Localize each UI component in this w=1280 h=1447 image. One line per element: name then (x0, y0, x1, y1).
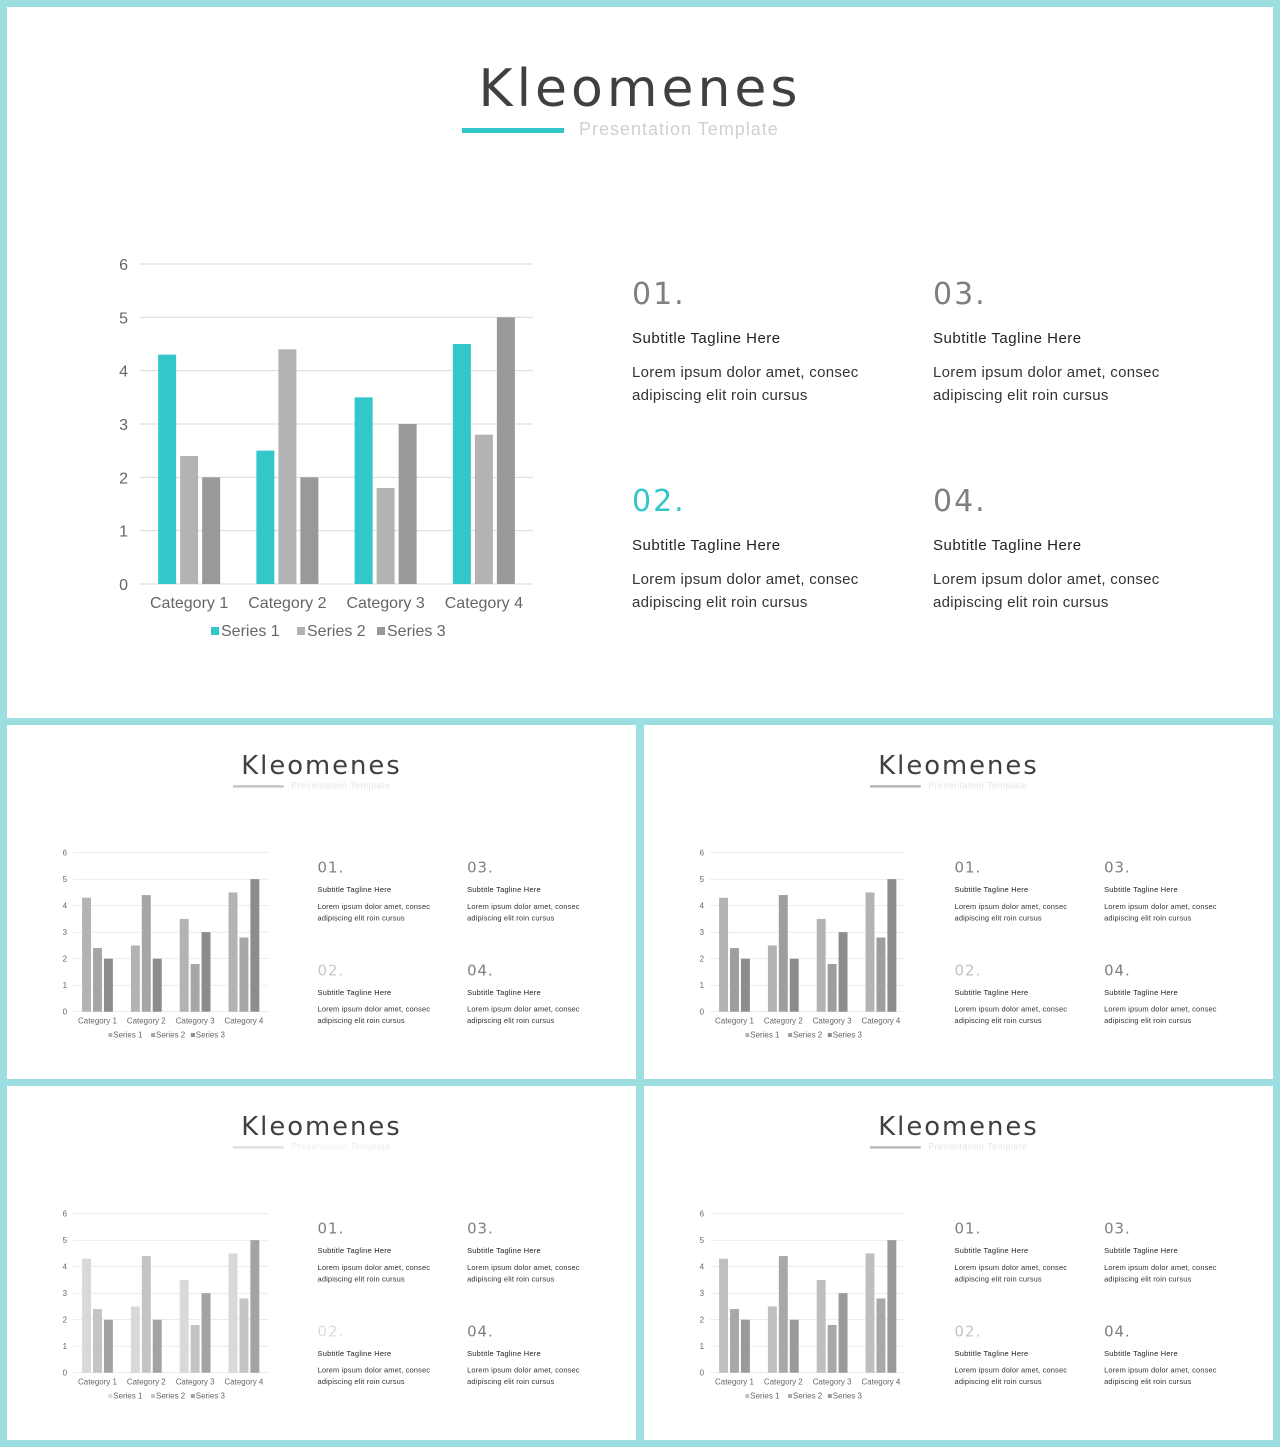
item-body: Lorem ipsum dolor amet, consec adipiscing elit roin cursus (1104, 1263, 1217, 1284)
bar-series-1-2 (131, 945, 140, 1011)
x-category-label: Category 3 (175, 1377, 215, 1387)
slide-title: Kleomenes (878, 1111, 1039, 1142)
bar-series-2-4 (475, 435, 493, 584)
item-number: 04. (467, 961, 494, 980)
item-number: 03. (1104, 1220, 1131, 1238)
legend-swatch (108, 1394, 112, 1398)
x-category-label: Category 2 (126, 1377, 166, 1387)
y-tick-label: 6 (699, 848, 705, 858)
item-number: 03. (933, 277, 987, 312)
item-subtitle: Subtitle Tagline Here (1104, 885, 1178, 894)
bar-series-2-3 (377, 488, 395, 584)
item-number: 02. (632, 484, 686, 519)
item-subtitle: Subtitle Tagline Here (954, 988, 1029, 997)
y-tick-label: 2 (119, 470, 128, 488)
item-body: Lorem ipsum dolor amet, consec adipiscing elit roin cursus (933, 364, 1160, 404)
slide-main (7, 7, 1273, 718)
y-tick-label: 1 (62, 981, 68, 991)
item-body: Lorem ipsum dolor amet, consec adipiscing elit roin cursus (632, 364, 859, 404)
y-tick-label: 5 (119, 310, 128, 328)
bar-series-2-1 (93, 948, 102, 1012)
bar-series-1-2 (768, 945, 777, 1011)
x-category-label: Category 4 (224, 1377, 264, 1387)
title-underline (233, 785, 284, 787)
item-number: 01. (954, 859, 982, 877)
x-category-label: Category 2 (763, 1377, 803, 1387)
legend-swatch (108, 1033, 112, 1037)
x-category-label: Category 3 (175, 1016, 215, 1026)
y-tick-label: 4 (699, 1262, 705, 1272)
item-02 (955, 1323, 1084, 1388)
slide-title: Kleomenes (241, 750, 402, 781)
bar-series-3-2 (790, 1320, 799, 1373)
bar-series-1-1 (82, 1259, 91, 1373)
x-category-label: Category 3 (812, 1377, 852, 1387)
bar-series-2-2 (779, 1256, 788, 1373)
item-subtitle: Subtitle Tagline Here (632, 330, 781, 347)
legend-swatch (191, 1394, 195, 1398)
item-number: 02. (954, 961, 982, 980)
bar-series-1-3 (180, 919, 189, 1012)
y-tick-label: 4 (62, 901, 68, 911)
legend-swatch (788, 1394, 792, 1398)
x-category-label: Category 1 (149, 595, 229, 612)
bar-series-1-1 (719, 1259, 728, 1373)
legend-label: Series 2 (793, 1030, 823, 1040)
y-tick-label: 3 (699, 1289, 705, 1299)
bar-series-3-4 (250, 879, 259, 1011)
item-number: 02. (317, 1322, 345, 1341)
bar-chart (97, 237, 547, 647)
item-subtitle: Subtitle Tagline Here (467, 988, 541, 997)
slide-subtitle: Presentation Template (579, 119, 779, 139)
item-04 (1104, 1323, 1233, 1388)
slide-title: Kleomenes (241, 1111, 402, 1142)
x-category-label: Category 1 (78, 1016, 117, 1026)
slide-subtitle: Presentation Template (291, 1141, 391, 1152)
bar-series-1-4 (453, 344, 471, 584)
item-body: Lorem ipsum dolor amet, consec adipiscing elit roin cursus (467, 902, 580, 923)
legend-swatch (745, 1394, 749, 1398)
y-tick-label: 4 (699, 901, 705, 911)
y-tick-label: 5 (62, 875, 68, 885)
x-category-label: Category 4 (224, 1016, 264, 1026)
item-body: Lorem ipsum dolor amet, consec adipiscing elit roin cursus (632, 571, 859, 611)
bar-series-2-1 (730, 1309, 739, 1373)
legend-label: Series 3 (832, 1391, 862, 1401)
bar-series-2-1 (93, 1309, 102, 1373)
bar-series-2-4 (876, 1298, 885, 1372)
item-number: 01. (954, 1220, 982, 1238)
bar-series-3-2 (300, 477, 318, 584)
y-tick-label: 1 (699, 981, 705, 991)
item-subtitle: Subtitle Tagline Here (1104, 1246, 1178, 1255)
item-body: Lorem ipsum dolor amet, consec adipiscing elit roin cursus (317, 1263, 431, 1284)
y-tick-label: 1 (119, 523, 128, 541)
item-body: Lorem ipsum dolor amet, consec adipiscing elit roin cursus (954, 1005, 1068, 1026)
y-tick-label: 0 (699, 1007, 705, 1017)
bar-series-1-4 (229, 1253, 238, 1372)
x-category-label: Category 4 (861, 1016, 901, 1026)
legend-label: Series 3 (195, 1391, 225, 1401)
item-04 (1104, 962, 1233, 1027)
item-04 (467, 962, 596, 1027)
y-tick-label: 0 (62, 1007, 68, 1017)
item-03 (933, 277, 1193, 407)
item-04 (933, 484, 1193, 614)
item-subtitle: Subtitle Tagline Here (1104, 988, 1178, 997)
bar-series-3-4 (887, 879, 896, 1011)
slide-variant-gray-2 (644, 725, 1273, 1079)
bar-series-1-2 (131, 1306, 140, 1372)
legend-swatch (191, 1033, 195, 1037)
y-tick-label: 3 (62, 1289, 68, 1299)
y-tick-label: 2 (699, 1315, 705, 1325)
y-tick-label: 6 (119, 257, 128, 274)
bar-series-3-4 (250, 1240, 259, 1372)
y-tick-label: 3 (699, 928, 705, 938)
bar-series-3-1 (104, 959, 113, 1012)
bar-series-3-1 (741, 959, 750, 1012)
y-tick-label: 5 (699, 875, 705, 885)
y-tick-label: 2 (699, 954, 705, 964)
y-tick-label: 6 (62, 1209, 68, 1219)
item-03 (467, 1220, 596, 1285)
bar-series-1-2 (256, 451, 274, 584)
item-subtitle: Subtitle Tagline Here (1104, 1349, 1178, 1358)
bar-series-3-4 (497, 317, 515, 584)
y-tick-label: 4 (62, 1262, 68, 1272)
bar-series-2-4 (876, 937, 885, 1011)
y-tick-label: 0 (62, 1368, 68, 1378)
item-body: Lorem ipsum dolor amet, consec adipiscing elit roin cursus (1104, 1005, 1217, 1026)
slide-title: Kleomenes (878, 750, 1039, 781)
legend-swatch (211, 627, 219, 635)
bar-series-1-3 (817, 919, 826, 1012)
x-category-label: Category 3 (346, 595, 425, 612)
bar-chart (52, 839, 276, 1043)
x-category-label: Category 2 (763, 1016, 803, 1026)
bar-series-3-2 (153, 1320, 162, 1373)
item-body: Lorem ipsum dolor amet, consec adipiscing elit roin cursus (317, 1005, 431, 1026)
bar-series-1-4 (229, 892, 238, 1011)
slide-subtitle: Presentation Template (928, 780, 1028, 791)
item-03 (1104, 859, 1233, 924)
item-body: Lorem ipsum dolor amet, consec adipiscing elit roin cursus (467, 1005, 580, 1026)
bar-series-2-3 (191, 1325, 200, 1373)
item-number: 04. (1104, 1322, 1131, 1341)
y-tick-label: 5 (699, 1236, 705, 1246)
item-body: Lorem ipsum dolor amet, consec adipiscing elit roin cursus (1104, 902, 1217, 923)
legend-label: Series 2 (307, 623, 366, 640)
bar-series-2-4 (239, 937, 248, 1011)
x-category-label: Category 2 (248, 595, 327, 612)
bar-series-3-1 (741, 1320, 750, 1373)
item-body: Lorem ipsum dolor amet, consec adipiscing elit roin cursus (467, 1366, 580, 1387)
item-number: 01. (317, 859, 345, 877)
item-subtitle: Subtitle Tagline Here (632, 537, 781, 554)
bar-series-2-1 (730, 948, 739, 1012)
legend-swatch (788, 1033, 792, 1037)
title-underline (233, 1146, 284, 1148)
slide-variant-gray-1 (7, 725, 636, 1079)
bar-series-1-4 (866, 892, 875, 1011)
item-01 (632, 277, 892, 407)
legend-swatch (377, 627, 385, 635)
item-subtitle: Subtitle Tagline Here (933, 330, 1082, 347)
x-category-label: Category 1 (78, 1377, 117, 1387)
bar-series-3-3 (839, 932, 848, 1011)
item-number: 03. (467, 1220, 494, 1238)
bar-chart (689, 1200, 913, 1404)
legend-label: Series 2 (156, 1391, 186, 1401)
y-tick-label: 1 (699, 1342, 705, 1352)
item-body: Lorem ipsum dolor amet, consec adipiscing elit roin cursus (467, 1263, 580, 1284)
y-tick-label: 4 (119, 363, 128, 381)
item-03 (467, 859, 596, 924)
legend-label: Series 1 (750, 1030, 780, 1040)
legend-label: Series 1 (750, 1391, 780, 1401)
bar-series-1-3 (180, 1280, 189, 1373)
bar-series-2-4 (239, 1298, 248, 1372)
bar-series-2-3 (828, 1325, 837, 1373)
item-subtitle: Subtitle Tagline Here (467, 885, 541, 894)
bar-chart (689, 839, 913, 1043)
bar-series-1-4 (866, 1253, 875, 1372)
item-number: 04. (467, 1322, 494, 1341)
item-body: Lorem ipsum dolor amet, consec adipiscing elit roin cursus (933, 571, 1160, 611)
item-01 (955, 859, 1084, 924)
item-body: Lorem ipsum dolor amet, consec adipiscing elit roin cursus (954, 1366, 1068, 1387)
item-body: Lorem ipsum dolor amet, consec adipiscing elit roin cursus (317, 902, 431, 923)
bar-chart (52, 1200, 276, 1404)
x-category-label: Category 4 (444, 595, 524, 612)
legend-label: Series 2 (793, 1391, 823, 1401)
item-subtitle: Subtitle Tagline Here (317, 1246, 392, 1255)
item-body: Lorem ipsum dolor amet, consec adipiscing elit roin cursus (954, 902, 1068, 923)
item-02 (318, 1323, 447, 1388)
legend-swatch (828, 1394, 832, 1398)
bar-series-1-1 (158, 355, 176, 584)
legend-swatch (828, 1033, 832, 1037)
item-subtitle: Subtitle Tagline Here (317, 988, 392, 997)
item-body: Lorem ipsum dolor amet, consec adipiscing elit roin cursus (954, 1263, 1068, 1284)
item-subtitle: Subtitle Tagline Here (467, 1246, 541, 1255)
bar-series-2-3 (828, 964, 837, 1012)
item-subtitle: Subtitle Tagline Here (317, 885, 392, 894)
item-subtitle: Subtitle Tagline Here (467, 1349, 541, 1358)
item-number: 01. (632, 277, 686, 312)
bar-series-3-2 (153, 959, 162, 1012)
bar-series-3-3 (202, 1293, 211, 1372)
bar-series-2-3 (191, 964, 200, 1012)
bar-series-2-1 (180, 456, 198, 584)
bar-series-2-2 (779, 895, 788, 1012)
legend-label: Series 3 (387, 623, 446, 640)
item-number: 01. (317, 1220, 345, 1238)
item-number: 02. (317, 961, 345, 980)
item-number: 04. (1104, 961, 1131, 980)
item-body: Lorem ipsum dolor amet, consec adipiscing elit roin cursus (317, 1366, 431, 1387)
title-underline (870, 1146, 921, 1148)
item-03 (1104, 1220, 1233, 1285)
item-number: 03. (467, 859, 494, 877)
legend-label: Series 2 (156, 1030, 186, 1040)
x-category-label: Category 4 (861, 1377, 901, 1387)
legend-label: Series 3 (832, 1030, 862, 1040)
slide-subtitle: Presentation Template (928, 1141, 1028, 1152)
y-tick-label: 3 (119, 417, 128, 434)
item-number: 02. (954, 1322, 982, 1341)
item-subtitle: Subtitle Tagline Here (317, 1349, 392, 1358)
slide-variant-gray-3 (644, 1086, 1273, 1440)
legend-label: Series 1 (221, 623, 280, 640)
item-01 (318, 1220, 447, 1285)
item-subtitle: Subtitle Tagline Here (954, 1246, 1029, 1255)
bar-series-3-3 (399, 424, 417, 584)
x-category-label: Category 1 (715, 1016, 754, 1026)
legend-swatch (745, 1033, 749, 1037)
x-category-label: Category 2 (126, 1016, 166, 1026)
bar-series-3-3 (202, 932, 211, 1011)
bar-series-1-3 (355, 397, 373, 584)
legend-swatch (297, 627, 305, 635)
item-subtitle: Subtitle Tagline Here (933, 537, 1082, 554)
bar-series-1-1 (82, 898, 91, 1012)
item-01 (318, 859, 447, 924)
bar-series-2-2 (142, 1256, 151, 1373)
x-category-label: Category 1 (715, 1377, 754, 1387)
bar-series-1-2 (768, 1306, 777, 1372)
legend-swatch (151, 1394, 155, 1398)
y-tick-label: 1 (62, 1342, 68, 1352)
y-tick-label: 3 (62, 928, 68, 938)
y-tick-label: 0 (119, 577, 128, 594)
y-tick-label: 6 (62, 848, 68, 858)
bar-series-1-3 (817, 1280, 826, 1373)
title-underline (870, 785, 921, 787)
y-tick-label: 5 (62, 1236, 68, 1246)
slide-variant-light (7, 1086, 636, 1440)
y-tick-label: 0 (699, 1368, 705, 1378)
title-underline (462, 128, 564, 133)
item-02 (318, 962, 447, 1027)
legend-swatch (151, 1033, 155, 1037)
legend-label: Series 1 (113, 1030, 143, 1040)
bar-series-1-1 (719, 898, 728, 1012)
slide-title: Kleomenes (478, 59, 802, 119)
item-number: 03. (1104, 859, 1131, 877)
bar-series-3-3 (839, 1293, 848, 1372)
slide-subtitle: Presentation Template (291, 780, 391, 791)
item-04 (467, 1323, 596, 1388)
bar-series-3-2 (790, 959, 799, 1012)
item-subtitle: Subtitle Tagline Here (954, 885, 1029, 894)
legend-label: Series 1 (113, 1391, 143, 1401)
item-number: 04. (933, 484, 987, 519)
item-02 (632, 484, 892, 614)
item-body: Lorem ipsum dolor amet, consec adipiscing elit roin cursus (1104, 1366, 1217, 1387)
item-01 (955, 1220, 1084, 1285)
bar-series-3-1 (202, 477, 220, 584)
bar-series-3-1 (104, 1320, 113, 1373)
y-tick-label: 2 (62, 954, 68, 964)
x-category-label: Category 3 (812, 1016, 852, 1026)
bar-series-3-4 (887, 1240, 896, 1372)
item-02 (955, 962, 1084, 1027)
y-tick-label: 2 (62, 1315, 68, 1325)
bar-series-2-2 (278, 349, 296, 584)
bar-series-2-2 (142, 895, 151, 1012)
item-subtitle: Subtitle Tagline Here (954, 1349, 1029, 1358)
legend-label: Series 3 (195, 1030, 225, 1040)
y-tick-label: 6 (699, 1209, 705, 1219)
